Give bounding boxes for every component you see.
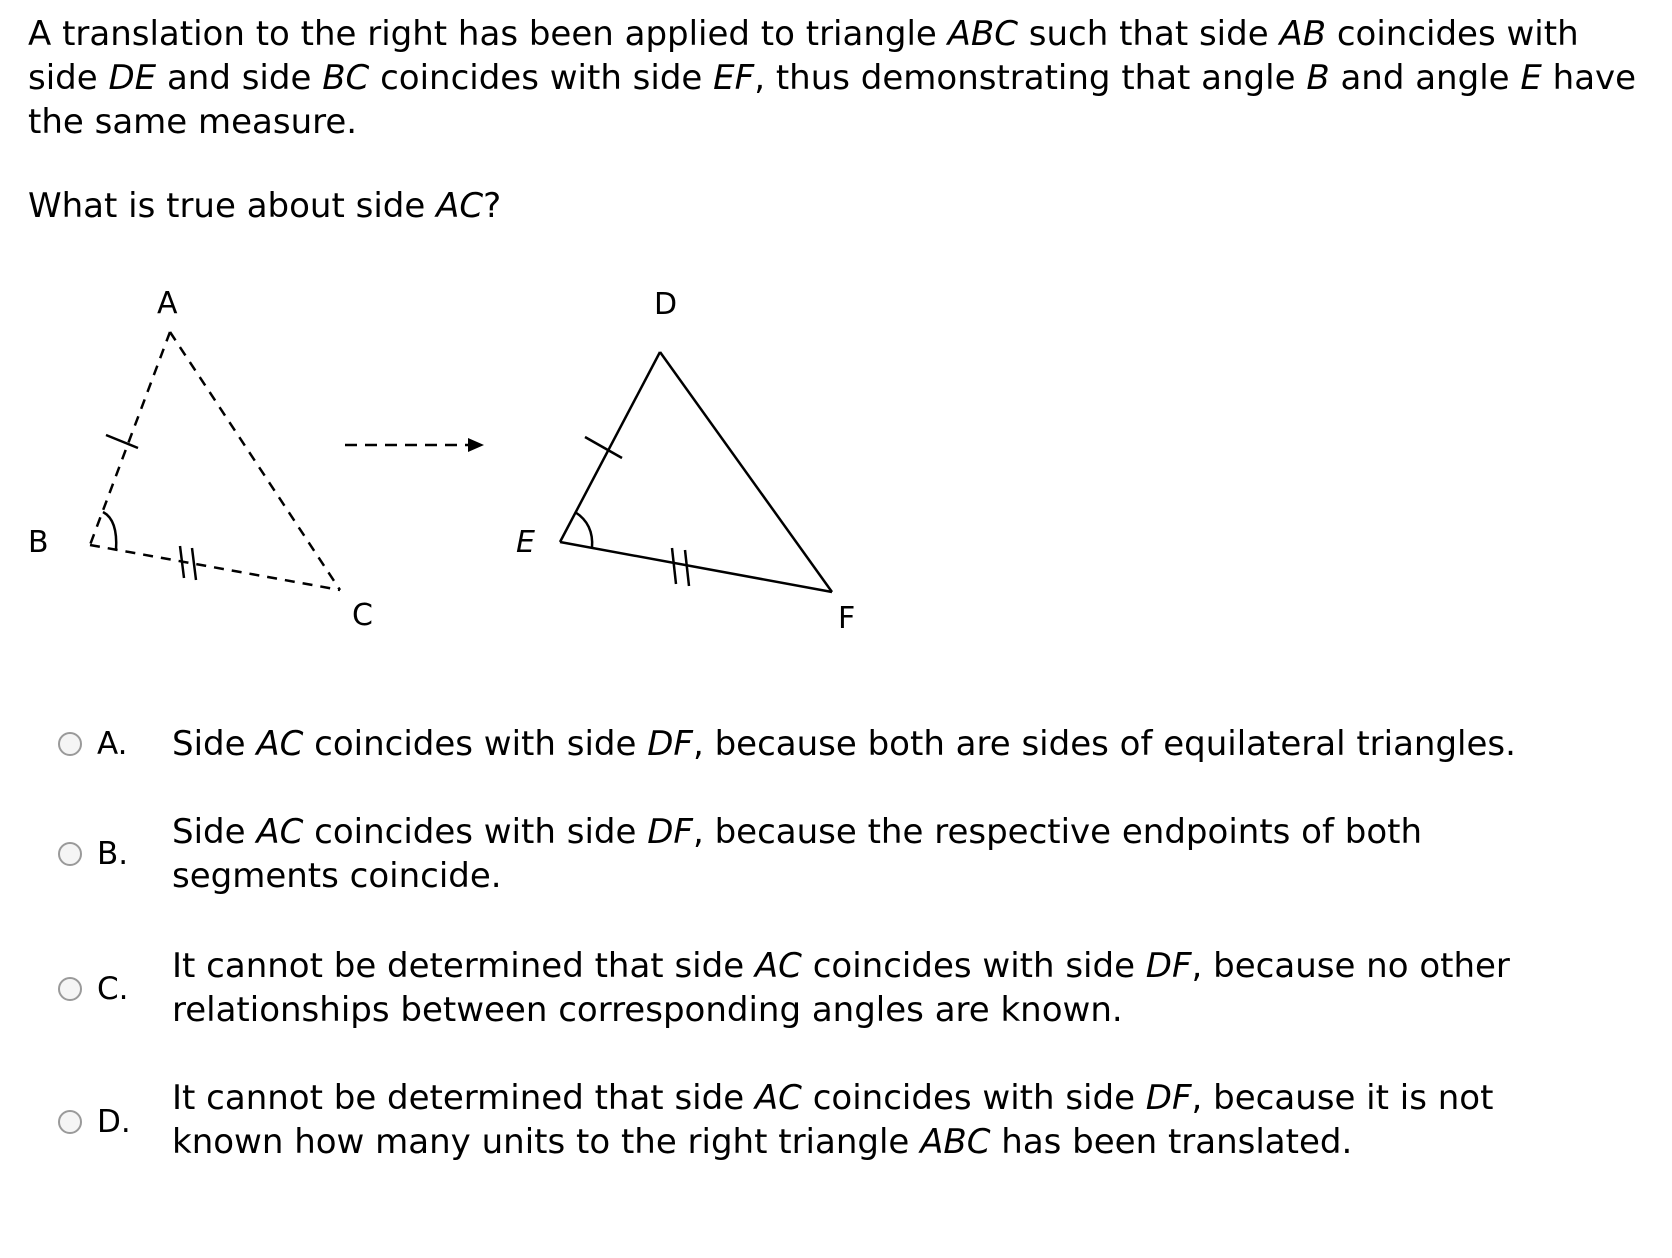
math-label: AC: [754, 946, 802, 986]
choice-text-line: [172, 944, 1652, 988]
math-label: DF: [647, 812, 693, 852]
math-label: DF: [1145, 1078, 1192, 1118]
text-run: coincides with side: [303, 812, 648, 852]
math-label: AC: [436, 186, 484, 226]
choice-letter: B.: [97, 836, 129, 872]
text-run: have the same measure.: [28, 58, 1637, 142]
text-run: has been translated.: [990, 1122, 1353, 1162]
math-label: ABC: [920, 1122, 991, 1162]
tick-de: [585, 437, 622, 458]
math-label: DE: [108, 58, 157, 98]
text-run: , thus demonstrating that angle: [754, 58, 1307, 98]
text-run: ?: [483, 186, 502, 226]
choice-text-line: [172, 988, 1652, 1032]
choice-text-line: [172, 1076, 1652, 1120]
triangle-figure: [0, 280, 900, 660]
text-run: It cannot be determined that side: [172, 1078, 755, 1118]
choice-letter: D.: [97, 1104, 131, 1140]
choice-text: [172, 722, 1652, 766]
vertex-label-d: D: [654, 287, 678, 322]
text-run: coincides with side: [369, 58, 714, 98]
math-label: BC: [322, 58, 370, 98]
text-run: such that side: [1017, 14, 1280, 54]
vertex-label-e: E: [516, 525, 535, 560]
vertex-label-b: B: [28, 525, 49, 560]
choice-text: [172, 810, 1652, 898]
text-run: What is true about side: [28, 186, 437, 226]
math-label: DF: [1145, 946, 1192, 986]
text-run: and side: [156, 58, 323, 98]
double-tick-ef-2: [685, 550, 689, 586]
side-bc: [90, 545, 340, 590]
question-paragraph: [28, 12, 1648, 144]
math-label: B: [1306, 58, 1330, 98]
choice-text-line: [172, 1120, 1652, 1164]
angle-arc-e: [575, 512, 592, 548]
math-label: AB: [1279, 14, 1327, 54]
text-run: , because it is not: [1191, 1078, 1494, 1118]
translation-arrow: [345, 438, 484, 452]
text-run: segments coincide.: [172, 856, 502, 896]
choice-text: [172, 1076, 1652, 1164]
choice-letter: C.: [97, 971, 129, 1007]
math-label: E: [1520, 58, 1542, 98]
vertex-label-f: F: [838, 601, 856, 636]
math-label: AC: [256, 812, 304, 852]
text-run: coincides with side: [801, 1078, 1146, 1118]
text-run: Side: [172, 812, 257, 852]
text-run: known how many units to the right triangle: [172, 1122, 921, 1162]
side-ef: [560, 542, 832, 592]
double-tick-bc-2: [192, 548, 196, 580]
side-de: [560, 352, 660, 542]
math-label: AC: [256, 724, 304, 764]
math-label: AC: [754, 1078, 802, 1118]
side-ac: [170, 332, 340, 590]
radio-button-c[interactable]: [58, 977, 82, 1001]
vertex-label-a: A: [157, 286, 178, 321]
choice-letter: A.: [97, 726, 128, 762]
choice-text-line: [172, 722, 1652, 766]
double-tick-ef-1: [672, 548, 676, 584]
text-run: , because both are sides of equilateral triangles.: [692, 724, 1516, 764]
tick-ab: [106, 435, 138, 448]
question-text: [28, 12, 1648, 228]
radio-button-b[interactable]: [58, 842, 82, 866]
text-run: and angle: [1329, 58, 1521, 98]
text-run: coincides with side: [801, 946, 1146, 986]
text-run: , because no other: [1191, 946, 1510, 986]
question-prompt: [28, 184, 1648, 228]
text-run: relationships between corresponding angles are known.: [172, 990, 1123, 1030]
choice-text: [172, 944, 1652, 1032]
text-run: , because the respective endpoints of both: [692, 812, 1423, 852]
triangle-def: [560, 352, 832, 592]
choice-text-line: [172, 810, 1652, 854]
text-run: coincides with side: [303, 724, 648, 764]
choice-text-line: [172, 854, 1652, 898]
angle-arc-b: [103, 512, 116, 550]
text-run: Side: [172, 724, 257, 764]
side-ab: [90, 332, 170, 545]
triangle-abc: [90, 332, 340, 590]
math-label: ABC: [947, 14, 1018, 54]
vertex-label-c: C: [352, 598, 373, 633]
text-run: It cannot be determined that side: [172, 946, 755, 986]
radio-button-d[interactable]: [58, 1110, 82, 1134]
radio-button-a[interactable]: [58, 732, 82, 756]
math-label: EF: [713, 58, 755, 98]
text-run: A translation to the right has been applied to triangle: [28, 14, 948, 54]
math-label: DF: [647, 724, 693, 764]
text-run: coincides with side: [28, 14, 1579, 98]
